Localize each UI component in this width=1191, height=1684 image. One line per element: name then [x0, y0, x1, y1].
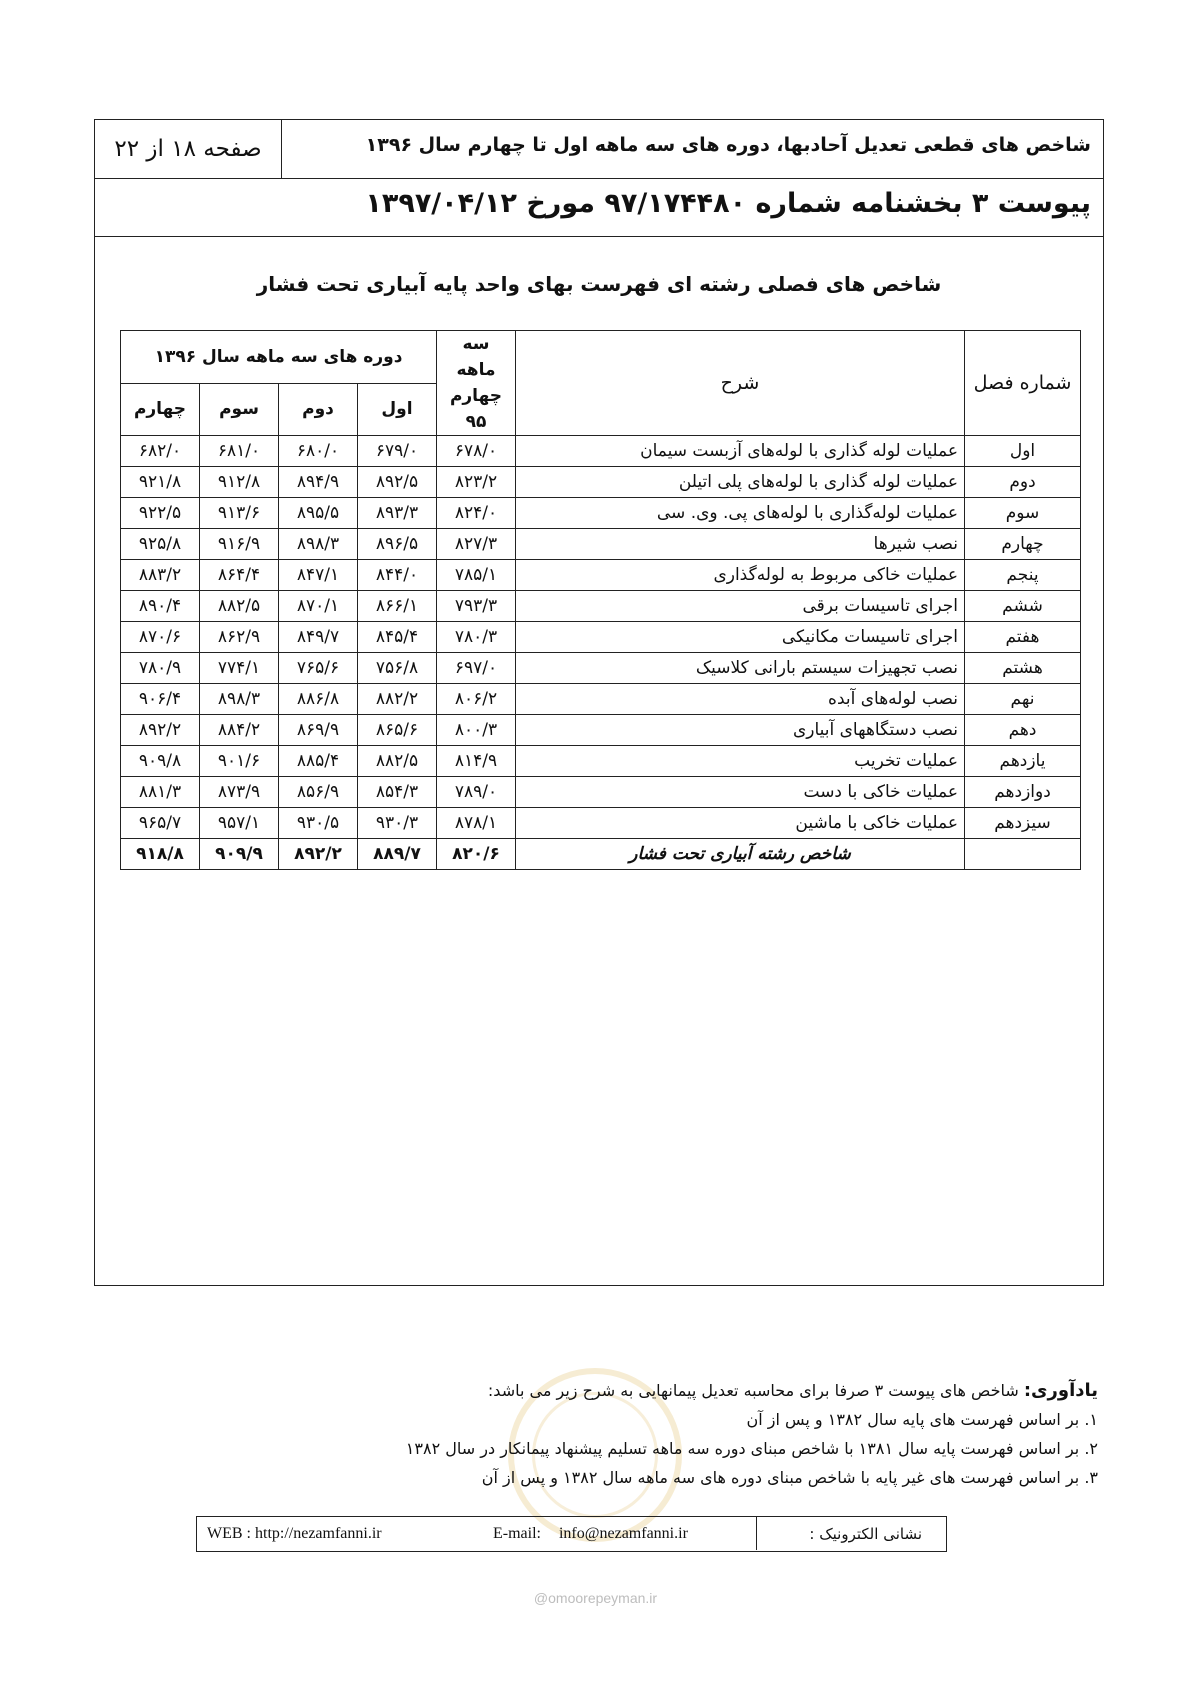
row-q1: ۸۸۲/۵ — [358, 746, 437, 777]
row-description: عملیات خاکی با دست — [516, 777, 965, 808]
row-prev: ۸۰۰/۳ — [437, 715, 516, 746]
row-q2: ۸۴۹/۷ — [279, 622, 358, 653]
row-prev: ۸۲۳/۲ — [437, 467, 516, 498]
col-prev-quarter — [437, 331, 516, 436]
row-q1: ۷۵۶/۸ — [358, 653, 437, 684]
row-chapter: یازدهم — [965, 746, 1081, 777]
row-q1: ۸۶۵/۶ — [358, 715, 437, 746]
notes-item-2: ۲. بر اساس فهرست پایه سال ۱۳۸۱ با شاخص مبنای دوره سه ماهه تسلیم پیشنهاد پیمانکار در سال ۱۳۸۲ — [405, 1439, 1098, 1458]
row-description: نصب لوله‌های آبده — [516, 684, 965, 715]
col-description: شرح — [516, 331, 965, 436]
col-q1: اول — [358, 383, 437, 436]
row-q3: ۹۵۷/۱ — [200, 808, 279, 839]
row-q3: ۸۶۴/۴ — [200, 560, 279, 591]
row-description: نصب شیرها — [516, 529, 965, 560]
total-prev: ۸۲۰/۶ — [437, 839, 516, 870]
col-q3: سوم — [200, 383, 279, 436]
row-q3: ۸۷۳/۹ — [200, 777, 279, 808]
row-q4: ۸۸۳/۲ — [121, 560, 200, 591]
contact-email-line — [475, 1525, 688, 1543]
index-table — [120, 330, 1081, 870]
row-prev: ۸۱۴/۹ — [437, 746, 516, 777]
row-chapter: سوم — [965, 498, 1081, 529]
row-prev: ۷۸۹/۰ — [437, 777, 516, 808]
table-row — [121, 467, 1081, 498]
row-chapter: ششم — [965, 591, 1081, 622]
notes-item-3: ۳. بر اساس فهرست های غیر پایه با شاخص مبنای دوره های سه ماهه سال ۱۳۸۲ و پس از آن — [481, 1468, 1098, 1487]
total-chapter — [965, 839, 1081, 870]
row-q1: ۸۹۳/۳ — [358, 498, 437, 529]
notes-item-1: ۱. بر اساس فهرست های پایه سال ۱۳۸۲ و پس از آن — [746, 1410, 1098, 1429]
total-description: شاخص رشته آبیاری تحت فشار — [516, 839, 965, 870]
table-row — [121, 591, 1081, 622]
contact-box — [196, 1516, 947, 1552]
notes-intro-line — [338, 1376, 1098, 1405]
table-row — [121, 684, 1081, 715]
row-q3: ۹۱۲/۸ — [200, 467, 279, 498]
row-prev: ۸۲۷/۳ — [437, 529, 516, 560]
row-chapter: هشتم — [965, 653, 1081, 684]
row-q1: ۸۵۴/۳ — [358, 777, 437, 808]
row-q1: ۸۹۲/۵ — [358, 467, 437, 498]
row-description: نصب دستگاههای آبیاری — [516, 715, 965, 746]
row-prev: ۷۹۳/۳ — [437, 591, 516, 622]
row-chapter: نهم — [965, 684, 1081, 715]
row-description: نصب تجهیزات سیستم بارانی کلاسیک — [516, 653, 965, 684]
row-q3: ۸۸۴/۲ — [200, 715, 279, 746]
col-prev-line1: سه ماهه — [456, 334, 496, 380]
table-row — [121, 777, 1081, 808]
row-prev: ۶۷۸/۰ — [437, 436, 516, 467]
row-q2: ۸۸۶/۸ — [279, 684, 358, 715]
page-number: صفحه ۱۸ از ۲۲ — [95, 120, 282, 178]
row-q3: ۸۶۲/۹ — [200, 622, 279, 653]
row-q4: ۹۲۵/۸ — [121, 529, 200, 560]
row-q1: ۸۶۶/۱ — [358, 591, 437, 622]
table-row — [121, 746, 1081, 777]
web-link[interactable]: WEB : http://nezamfanni.ir — [207, 1525, 382, 1542]
row-q1: ۶۷۹/۰ — [358, 436, 437, 467]
col-q2: دوم — [279, 383, 358, 436]
table-row — [121, 560, 1081, 591]
col-prev-line2: چهارم ۹۵ — [449, 386, 503, 432]
row-q2: ۸۹۸/۳ — [279, 529, 358, 560]
row-q1: ۸۴۴/۰ — [358, 560, 437, 591]
contact-label: نشانی الکترونیک : — [756, 1517, 946, 1550]
row-q3: ۷۷۴/۱ — [200, 653, 279, 684]
row-chapter: سیزدهم — [965, 808, 1081, 839]
table-row — [121, 653, 1081, 684]
row-prev: ۷۸۵/۱ — [437, 560, 516, 591]
row-q2: ۷۶۵/۶ — [279, 653, 358, 684]
subheader-row — [95, 178, 1103, 237]
row-q4: ۸۹۲/۲ — [121, 715, 200, 746]
table-row — [121, 529, 1081, 560]
notes-label: یادآوری: — [1023, 1380, 1098, 1401]
row-prev: ۸۷۸/۱ — [437, 808, 516, 839]
row-q2: ۸۵۶/۹ — [279, 777, 358, 808]
row-q1: ۸۸۲/۲ — [358, 684, 437, 715]
header-row — [95, 120, 1103, 179]
row-prev: ۸۲۴/۰ — [437, 498, 516, 529]
row-q4: ۹۰۶/۴ — [121, 684, 200, 715]
row-q2: ۸۷۰/۱ — [279, 591, 358, 622]
notes-section — [338, 1376, 1098, 1492]
row-chapter: دوم — [965, 467, 1081, 498]
row-description: اجرای تاسیسات برقی — [516, 591, 965, 622]
row-q4: ۹۲۲/۵ — [121, 498, 200, 529]
row-q2: ۶۸۰/۰ — [279, 436, 358, 467]
watermark-text: @omoorepeyman.ir — [533, 1590, 658, 1606]
email-label: E-mail: — [493, 1525, 541, 1542]
row-q4: ۸۷۰/۶ — [121, 622, 200, 653]
row-q4: ۹۰۹/۸ — [121, 746, 200, 777]
row-q3: ۶۸۱/۰ — [200, 436, 279, 467]
row-chapter: دوازدهم — [965, 777, 1081, 808]
row-description: عملیات خاکی مربوط به لوله‌گذاری — [516, 560, 965, 591]
row-q1: ۸۴۵/۴ — [358, 622, 437, 653]
total-q3: ۹۰۹/۹ — [200, 839, 279, 870]
row-q2: ۸۹۴/۹ — [279, 467, 358, 498]
row-description: عملیات لوله‌گذاری با لوله‌های پی. وی. سی — [516, 498, 965, 529]
total-q2: ۸۹۲/۲ — [279, 839, 358, 870]
row-q1: ۸۹۶/۵ — [358, 529, 437, 560]
notes-intro: شاخص های پیوست ۳ صرفا برای محاسبه تعدیل پیمانهایی به شرح زیر می باشد: — [487, 1381, 1019, 1400]
row-q2: ۸۸۵/۴ — [279, 746, 358, 777]
row-description: عملیات لوله گذاری با لوله‌های آزبست سیمان — [516, 436, 965, 467]
table-row — [121, 622, 1081, 653]
row-chapter: دهم — [965, 715, 1081, 746]
row-description: اجرای تاسیسات مکانیکی — [516, 622, 965, 653]
row-q3: ۸۹۸/۳ — [200, 684, 279, 715]
table-title: شاخص های فصلی رشته ای فهرست بهای واحد پایه آبیاری تحت فشار — [256, 272, 942, 296]
header-title: شاخص های قطعی تعدیل آحادبها، دوره های سه ماهه اول تا چهارم سال ۱۳۹۶ — [365, 134, 1091, 156]
table-row — [121, 715, 1081, 746]
row-description: عملیات خاکی با ماشین — [516, 808, 965, 839]
row-q4: ۸۸۱/۳ — [121, 777, 200, 808]
row-chapter: پنجم — [965, 560, 1081, 591]
header-subtitle: پیوست ۳ بخشنامه شماره ۹۷/۱۷۴۴۸۰ مورخ ۱۳۹۷/۰۴/۱۲ — [365, 188, 1091, 219]
row-q3: ۸۸۲/۵ — [200, 591, 279, 622]
row-q4: ۷۸۰/۹ — [121, 653, 200, 684]
row-prev: ۷۸۰/۳ — [437, 622, 516, 653]
row-q3: ۹۰۱/۶ — [200, 746, 279, 777]
row-q2: ۹۳۰/۵ — [279, 808, 358, 839]
total-q1: ۸۸۹/۷ — [358, 839, 437, 870]
row-q4: ۹۶۵/۷ — [121, 808, 200, 839]
table-row — [121, 436, 1081, 467]
row-q4: ۸۹۰/۴ — [121, 591, 200, 622]
row-q4: ۹۲۱/۸ — [121, 467, 200, 498]
row-q2: ۸۶۹/۹ — [279, 715, 358, 746]
row-q2: ۸۴۷/۱ — [279, 560, 358, 591]
col-period: دوره های سه ماهه سال ۱۳۹۶ — [121, 331, 437, 384]
row-q3: ۹۱۳/۶ — [200, 498, 279, 529]
row-chapter: چهارم — [965, 529, 1081, 560]
email-link[interactable]: info@nezamfanni.ir — [558, 1525, 688, 1542]
row-q3: ۹۱۶/۹ — [200, 529, 279, 560]
row-q4: ۶۸۲/۰ — [121, 436, 200, 467]
col-chapter: شماره فصل — [965, 331, 1081, 436]
row-prev: ۶۹۷/۰ — [437, 653, 516, 684]
row-description: عملیات لوله گذاری با لوله‌های پلی اتیلن — [516, 467, 965, 498]
row-description: عملیات تخریب — [516, 746, 965, 777]
col-q4: چهارم — [121, 383, 200, 436]
row-chapter: اول — [965, 436, 1081, 467]
table-row — [121, 498, 1081, 529]
row-prev: ۸۰۶/۲ — [437, 684, 516, 715]
total-row — [121, 839, 1081, 870]
page-frame — [94, 119, 1104, 1286]
total-q4: ۹۱۸/۸ — [121, 839, 200, 870]
row-chapter: هفتم — [965, 622, 1081, 653]
table-row — [121, 808, 1081, 839]
row-q2: ۸۹۵/۵ — [279, 498, 358, 529]
row-q1: ۹۳۰/۳ — [358, 808, 437, 839]
